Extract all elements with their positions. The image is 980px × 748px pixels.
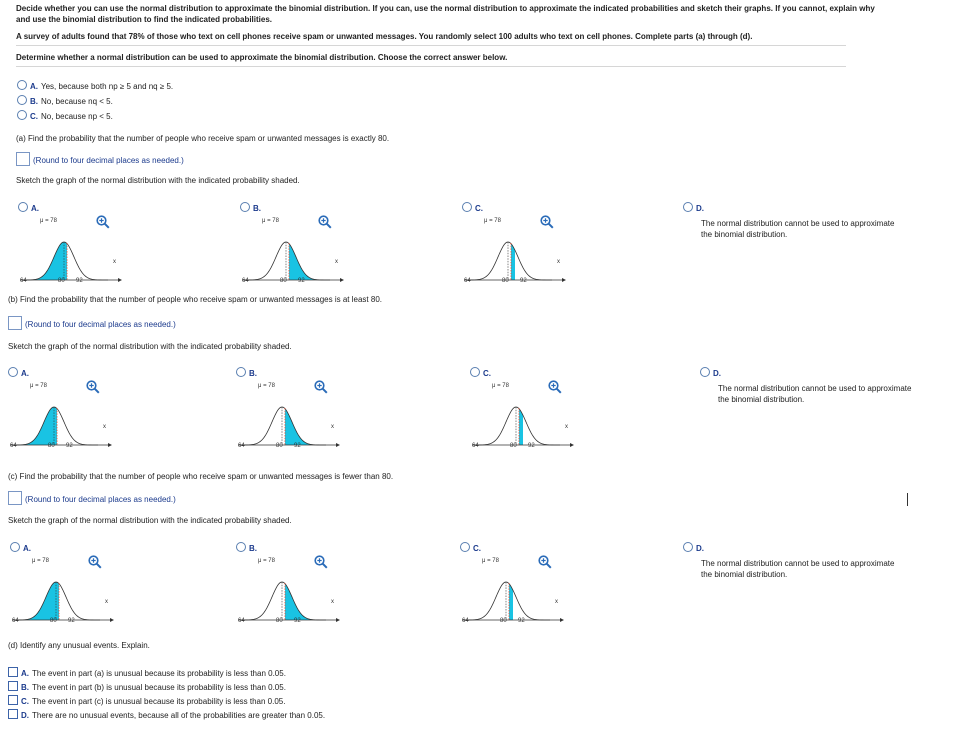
zoom-icon[interactable]	[314, 380, 328, 394]
part-a-graph-option-a[interactable]	[18, 202, 188, 297]
radio-icon[interactable]	[462, 202, 472, 212]
tick-label-mid: 80	[48, 443, 55, 449]
determine-prompt: Determine whether a normal distribution can be used to approximate the binomial distribution. Choose the correct answer below.	[16, 53, 508, 62]
tick-label-low: 64	[12, 618, 19, 624]
radio-icon[interactable]	[236, 542, 246, 552]
mean-label: μ = 78	[262, 218, 279, 224]
x-axis-label: x	[331, 599, 334, 605]
tick-label-high: 92	[298, 278, 305, 284]
part-d-option-a[interactable]: A. The event in part (a) is unusual because its probability is less than 0.05.	[8, 667, 286, 679]
checkbox-icon[interactable]	[8, 681, 18, 691]
x-axis-label: x	[113, 259, 116, 265]
radio-icon[interactable]	[8, 367, 18, 377]
mean-label: μ = 78	[482, 558, 499, 564]
option-label[interactable]: B.	[236, 367, 260, 378]
x-axis-label: x	[103, 424, 106, 430]
x-axis-arrow	[560, 618, 564, 622]
shaded-area	[285, 584, 316, 620]
part-a-question: (a) Find the probability that the number of people who receive spam or unwanted messages is exactly 80.	[16, 134, 390, 143]
tick-label-high: 92	[294, 618, 301, 624]
part-c-answer[interactable]: (Round to four decimal places as needed.)	[8, 491, 176, 505]
radio-icon[interactable]	[17, 110, 27, 120]
option-d-text: The normal distribution cannot be used to approximate the binomial distribution.	[701, 559, 895, 579]
normal-curve-plot	[8, 393, 118, 455]
part-c-sketch-prompt: Sketch the graph of the normal distribution with the indicated probability shaded.	[8, 516, 292, 525]
radio-icon[interactable]	[17, 80, 27, 90]
shaded-area	[24, 582, 59, 620]
tick-label-mid: 80	[50, 618, 57, 624]
tick-label-low: 64	[238, 443, 245, 449]
part-b-graph-option-a[interactable]	[8, 367, 178, 462]
x-axis-label: x	[105, 599, 108, 605]
checkbox-icon[interactable]	[8, 709, 18, 719]
tick-label-high: 92	[66, 443, 73, 449]
x-axis-label: x	[557, 259, 560, 265]
divider	[16, 45, 846, 46]
radio-icon[interactable]	[683, 542, 693, 552]
tick-label-high: 92	[520, 278, 527, 284]
part-d-option-c[interactable]: C. The event in part (c) is unusual because its probability is less than 0.05.	[8, 695, 285, 707]
radio-icon[interactable]	[460, 542, 470, 552]
option-label[interactable]: C.	[470, 367, 494, 378]
shaded-area	[285, 409, 316, 445]
mean-label: μ = 78	[30, 383, 47, 389]
option-label[interactable]: D.	[700, 367, 724, 378]
instructions-text: Decide whether you can use the normal distribution to approximate the binomial distribution. If you can, use the normal distribution to approximate the indicated probabilities and sketch their graphs. If you cannot, explain why and use the binomial distribution to find the indicated probabilities.	[16, 4, 875, 24]
part-a-sketch-prompt: Sketch the graph of the normal distribution with the indicated probability shaded.	[16, 176, 300, 185]
zoom-icon[interactable]	[314, 555, 328, 569]
radio-icon[interactable]	[700, 367, 710, 377]
tick-label-low: 64	[20, 278, 27, 284]
part-b-graph-option-b[interactable]	[236, 367, 406, 462]
mean-label: μ = 78	[484, 218, 501, 224]
option-label[interactable]: A.	[18, 202, 42, 213]
tick-label-mid: 80	[500, 618, 507, 624]
determine-option-a[interactable]: A. Yes, because both np ≥ 5 and nq ≥ 5.	[17, 80, 173, 92]
normal-curve	[474, 407, 560, 445]
radio-icon[interactable]	[236, 367, 246, 377]
answer-input[interactable]	[16, 152, 30, 166]
normal-curve-plot	[236, 393, 346, 455]
answer-input[interactable]	[8, 316, 22, 330]
zoom-icon[interactable]	[538, 555, 552, 569]
part-a-answer[interactable]: (Round to four decimal places as needed.)	[16, 152, 184, 166]
radio-icon[interactable]	[240, 202, 250, 212]
mean-label: μ = 78	[492, 383, 509, 389]
option-label[interactable]: C.	[460, 542, 484, 553]
tick-label-low: 64	[238, 618, 245, 624]
tick-label-low: 64	[464, 278, 471, 284]
zoom-icon[interactable]	[96, 215, 110, 229]
text-cursor	[907, 493, 908, 506]
normal-curve-plot	[240, 228, 350, 290]
part-b-sketch-prompt: Sketch the graph of the normal distribution with the indicated probability shaded.	[8, 342, 292, 351]
part-a-graph-option-c[interactable]	[462, 202, 632, 297]
tick-label-mid: 80	[276, 443, 283, 449]
mean-label: μ = 78	[32, 558, 49, 564]
part-d-question: (d) Identify any unusual events. Explain.	[8, 641, 150, 650]
tick-label-low: 64	[472, 443, 479, 449]
x-axis-arrow	[110, 618, 114, 622]
x-axis-arrow	[570, 443, 574, 447]
normal-curve-plot	[18, 228, 128, 290]
radio-icon[interactable]	[683, 202, 693, 212]
part-a-option-d[interactable]	[683, 202, 913, 297]
tick-label-high: 92	[294, 443, 301, 449]
x-axis-label: x	[565, 424, 568, 430]
normal-curve-plot	[236, 568, 346, 630]
part-d-option-b[interactable]: B. The event in part (b) is unusual because its probability is less than 0.05.	[8, 681, 286, 693]
part-c-question: (c) Find the probability that the number of people who receive spam or unwanted messages is fewer than 80.	[8, 472, 394, 481]
tick-label-low: 64	[10, 443, 17, 449]
x-axis-arrow	[340, 278, 344, 282]
normal-curve-plot	[470, 393, 580, 455]
option-label[interactable]: D.	[683, 202, 707, 213]
option-label[interactable]: B.	[240, 202, 264, 213]
part-b-graph-option-c[interactable]	[470, 367, 640, 462]
x-axis-arrow	[108, 443, 112, 447]
option-label[interactable]: A.	[8, 367, 32, 378]
radio-icon[interactable]	[18, 202, 28, 212]
normal-curve-plot	[10, 568, 120, 630]
survey-text: A survey of adults found that 78% of those who text on cell phones receive spam or unwanted messages. You randomly select 100 adults who text on cell phones. Complete parts (a) through (d).	[16, 32, 753, 41]
part-c-option-d[interactable]	[683, 542, 913, 637]
x-axis-label: x	[335, 259, 338, 265]
part-d-option-d[interactable]: D. There are no unusual events, because all of the probabilities are greater than 0.05.	[8, 709, 325, 721]
mean-label: μ = 78	[40, 218, 57, 224]
shaded-area	[22, 407, 57, 445]
x-axis-arrow	[562, 278, 566, 282]
part-c-graph-option-c[interactable]	[460, 542, 630, 637]
zoom-icon[interactable]	[86, 380, 100, 394]
mean-label: μ = 78	[258, 558, 275, 564]
option-label[interactable]: A.	[10, 542, 34, 553]
radio-icon[interactable]	[470, 367, 480, 377]
tick-label-mid: 80	[502, 278, 509, 284]
x-axis-label: x	[555, 599, 558, 605]
option-label[interactable]: C.	[462, 202, 486, 213]
option-label[interactable]: D.	[683, 542, 707, 553]
zoom-icon[interactable]	[548, 380, 562, 394]
part-c-graph-option-a[interactable]	[10, 542, 180, 637]
zoom-icon[interactable]	[88, 555, 102, 569]
checkbox-icon[interactable]	[8, 695, 18, 705]
tick-label-mid: 80	[280, 278, 287, 284]
tick-label-high: 92	[528, 443, 535, 449]
determine-option-b[interactable]: B. No, because nq < 5.	[17, 95, 113, 107]
tick-label-high: 92	[76, 278, 83, 284]
tick-label-low: 64	[462, 618, 469, 624]
tick-label-mid: 80	[276, 618, 283, 624]
shaded-area	[32, 242, 67, 280]
tick-label-mid: 80	[510, 443, 517, 449]
tick-label-high: 92	[68, 618, 75, 624]
part-a-graph-option-b[interactable]	[240, 202, 410, 297]
tick-label-high: 92	[518, 618, 525, 624]
part-b-answer[interactable]: (Round to four decimal places as needed.)	[8, 316, 176, 330]
determine-option-c[interactable]: C. No, because np < 5.	[17, 110, 113, 122]
part-b-question: (b) Find the probability that the number of people who receive spam or unwanted messages is at least 80.	[8, 295, 382, 304]
shaded-area	[289, 244, 320, 280]
x-axis-label: x	[331, 424, 334, 430]
option-d-text: The normal distribution cannot be used to approximate the binomial distribution.	[701, 219, 895, 239]
part-c-graph-option-b[interactable]	[236, 542, 406, 637]
normal-curve	[466, 242, 552, 280]
x-axis-arrow	[118, 278, 122, 282]
tick-label-low: 64	[242, 278, 249, 284]
normal-curve-plot	[460, 568, 570, 630]
checkbox-icon[interactable]	[8, 667, 18, 677]
answer-input[interactable]	[8, 491, 22, 505]
normal-curve	[464, 582, 550, 620]
radio-icon[interactable]	[17, 95, 27, 105]
part-b-option-d[interactable]	[700, 367, 930, 462]
x-axis-arrow	[336, 618, 340, 622]
mean-label: μ = 78	[258, 383, 275, 389]
x-axis-arrow	[336, 443, 340, 447]
normal-curve	[244, 242, 330, 280]
tick-label-mid: 80	[58, 278, 65, 284]
zoom-icon[interactable]	[318, 215, 332, 229]
normal-curve	[240, 407, 326, 445]
normal-curve	[240, 582, 326, 620]
zoom-icon[interactable]	[540, 215, 554, 229]
option-d-text: The normal distribution cannot be used to approximate the binomial distribution.	[718, 384, 912, 404]
divider	[16, 66, 846, 67]
radio-icon[interactable]	[10, 542, 20, 552]
option-label[interactable]: B.	[236, 542, 260, 553]
normal-curve-plot	[462, 228, 572, 290]
